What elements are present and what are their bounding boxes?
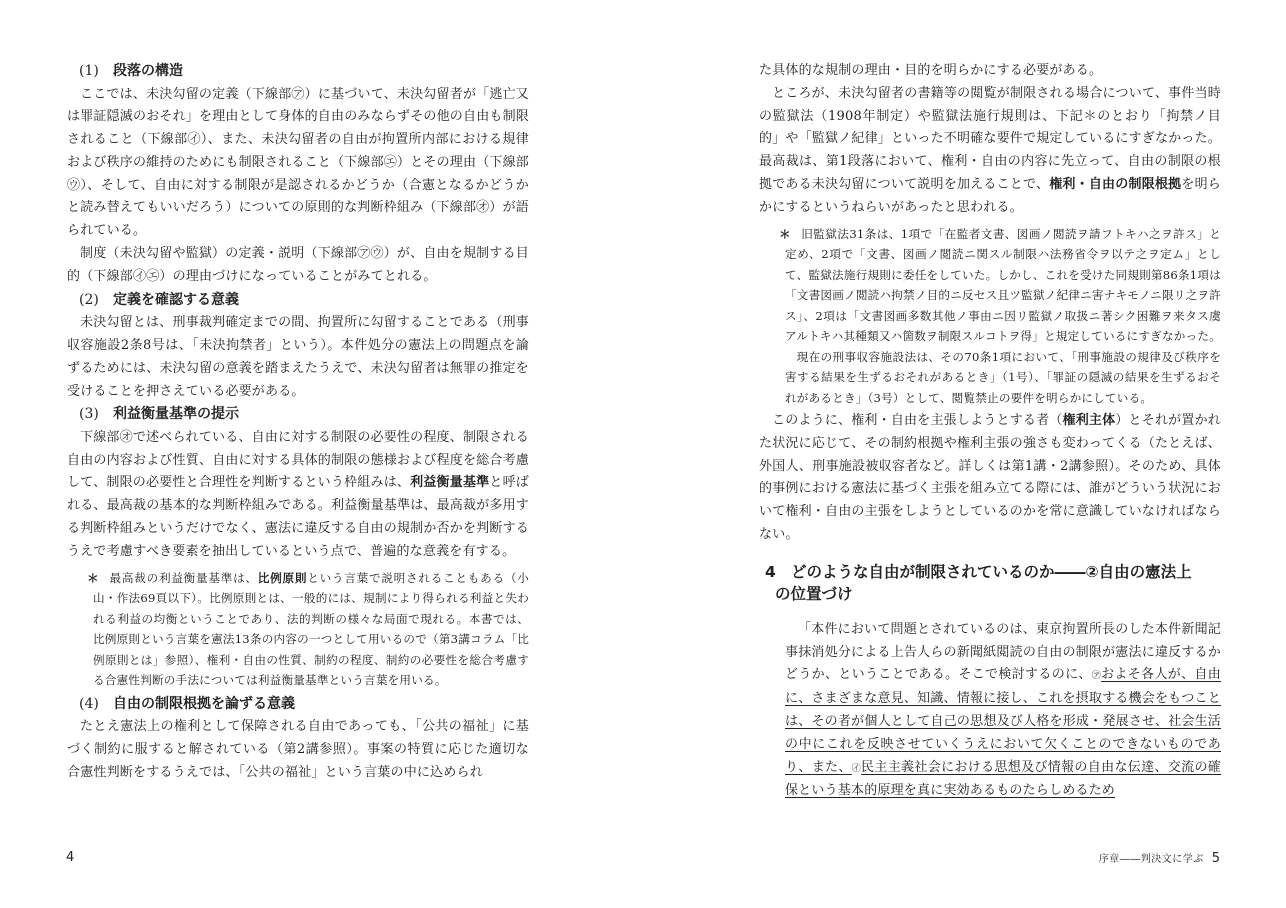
paragraph: ところが、未決勾留者の書籍等の閲覧が制限される場合について、事件当時の監獄法（1908年制定）や監獄法施行規則は、下記＊のとおり「拘禁ノ目的」や「監獄ノ紀律」といった不明確な要件で規定しているにすぎなかった。最高裁は、第1段落において、権利・自由の内容に先立って、自由の制限の根拠である未決勾留について説明を加えることで、権利・自由の制限根拠を明らかにするというねらいがあったと思われる。 [759,85,1222,215]
footnote: ＊ 旧監獄法31条は、1項で「在監者文書、図画ノ閲読ヲ請フトキハ之ヲ許ス」と定め、2項で「文書、図画ノ閲読ニ関スル制限ハ法務省令ヲ以テ之ヲ定ム」として、監獄法施行規則に委任をしていた。しかし、これを受けた同規則第86条1項は「文書図画ノ閲読ハ拘禁ノ目的ニ反セス且ツ監獄ノ紀律ニ害ナキモノニ限リ之ヲ許ス」、2項は「文書図画多数其他ノ事由ニ因リ監獄ノ取扱ニ著シク困難ヲ来タス虞アルトキハ其種類又ハ箇数ヲ制限スルコトヲ得」と規定しているにすぎなかった。 現在の刑事収容施設法は、その70条1項において、「刑事施設の規律及び秩序を害する結果を生ずるおそれがあるとき」（1号）、「罪証の隠滅の結果を生ずるおそれがあるとき」（3号）として、閲覧禁止の要件を明らかにしている。 [785,224,1221,409]
page-number: 4 [66,850,75,865]
heading-4: (4) 自由の制限根拠を論ずる意義 [79,695,295,712]
footnote-paragraph: 現在の刑事収容施設法は、その70条1項において、「刑事施設の規律及び秩序を害する結果を生ずるおそれがあるとき」（1号）、「罪証の隠滅の結果を生ずるおそれがあるとき」（3号）として、閲覧禁止の要件を明らかにしている。 [785,349,1221,405]
keyword-bold: 比例原則 [257,570,308,585]
asterisk-mark: ＊ [779,226,791,241]
underline-marker: ㋐ [1091,671,1102,682]
paragraph: た具体的な規制の理由・目的を明らかにする必要がある。 [759,63,1103,78]
underlined-text: 民主主義社会における思想及び情報の自由な伝達、交流の確保という基本的原理を真に実効あるものたらしめるため [785,759,1222,799]
running-head: 序章――判決文に学ぶ [1098,854,1204,865]
paragraph: このように、権利・自由を主張しようとする者（権利主体）とそれが置かれた状況に応じて、その制約根拠や権利主張の強さも変わってくる（たとえば、外国人、刑事施設被収容者など。詳しくは第1講・2講参照）。そのため、具体的事例における憲法に基づく主張を組み立てる際には、誰がどういう状況において権利・自由の主張をしようとしているのかを常に意識していなければならない。 [759,413,1222,543]
paragraph: 未決勾留とは、刑事裁判確定までの間、拘置所に勾留することである（刑事収容施設2条8号は、「未決拘禁者」という）。本件処分の憲法上の問題点を論ずるためには、未決勾留の意義を踏まえたうえで、未決勾留者は無罪の推定を受けることを押さえている必要がある。 [67,315,529,399]
keyword-bold: 権利主体 [1062,413,1116,429]
underlined-text: およそ各人が、自由に、さまざまな意見、知識、情報に接し、これを摂取する機会をもつことは、その者が個人として自己の思想及び人格を形成・発展させ、社会生活の中にこれを反映させていくうえにおいて欠くことのできないものであり、 [785,667,1221,775]
heading-1: (1) 段落の構造 [79,63,183,79]
paragraph: 下線部㋔で述べられている、自由に対する制限の必要性の程度、制限される自由の内容および性質、自由に対する具体的制限の態様および程度を総合考慮して、制限の必要性と合理性を判断するという枠組みは、利益衡量基準と呼ばれる、最高裁の基本的な判断枠組みである。利益衡量基準は、最高裁が多用する判断枠組みというだけでなく、憲法に違反する自由の規制か否かを判断するうえで考慮すべき要素を抽出しているという点で、普遍的な意義を有する。 [67,429,530,559]
page-number: 5 [1211,851,1220,866]
heading-3: (3) 利益衡量基準の提示 [79,406,239,423]
left-column [67,60,529,785]
right-column [759,60,1221,803]
footnote: ＊ 最高裁の利益衡量基準は、比例原則という言葉で説明されることもある（小山・作法69頁以下）。比例原則とは、一般的には、規制により得られる利益と失われる利益の均衡ということであり、法的判断の様々な局面で現れる。本書では、比例原則という言葉を憲法13条の内容の一つとして用いるので（第3講コラム「比例原則とは」参照）、権利・自由の性質、制約の程度、制約の必要性を総合考慮する合憲性判断の手法については利益衡量基準という言葉を用いる。 [93,568,529,691]
judgment-quote [785,619,1221,803]
section-heading: 4 どのような自由が制限されているのか――②自由の憲法上 の位置づけ [765,562,1192,603]
keyword-bold: 権利・自由の制限根拠 [1049,176,1182,192]
asterisk-mark: ＊ [87,570,99,585]
keyword-bold: 利益衡量基準 [410,475,490,491]
right-page [643,0,1286,908]
paragraph: たとえ憲法上の権利として保障される自由であっても、「公共の福祉」に基づく制約に服すると解されている（第2講参照）。事案の特質に応じた適切な合憲性判断をするうえでは、「公共の福祉」という言葉の中に込められ [67,719,529,780]
underline-marker: ㋑ [851,763,862,774]
heading-2: (2) 定義を確認する意義 [79,291,239,308]
page-footer [1099,850,1220,866]
paragraph: ここでは、未決勾留の定義（下線部㋐）に基づいて、未決勾留者が「逃亡又は罪証隠滅のおそれ」を理由として身体的自由のみならずその他の自由も制限されること（下線部㋑）、また、未決勾留者の自由が拘置所内部における規律および秩序の維持のためにも制限されること（下線部㋓）とその理由（下線部㋒）、そして、自由に対する制限が是認されるかどうか（合憲となるかどうかと読み替えてもいいだろう）についての原則的な判断枠組み（下線部㋔）が語られている。 [67,86,530,239]
quote-paragraph: 「本件において問題とされているのは、東京拘置所長のした本件新聞記事抹消処分による上告人らの新聞紙閲読の自由の制限が憲法に違反するかどうか、ということである。そこで検討するのに、㋐およそ各人が、自由に、さまざまな意見、知識、情報に接し、これを摂取する機会をもつことは、その者が個人として自己の思想及び人格を形成・発展させ、社会生活の中にこれを反映させていくうえにおいて欠くことのできないものであり、また、㋑民主主義社会における思想及び情報の自由な伝達、交流の確保という基本的原理を真に実効あるものたらしめるため [785,621,1222,799]
paragraph: 制度（未決勾留や監獄）の定義・説明（下線部㋐㋒）が、自由を規制する目的（下線部㋑㋓）の理由づけになっていることがみてとれる。 [67,246,529,284]
